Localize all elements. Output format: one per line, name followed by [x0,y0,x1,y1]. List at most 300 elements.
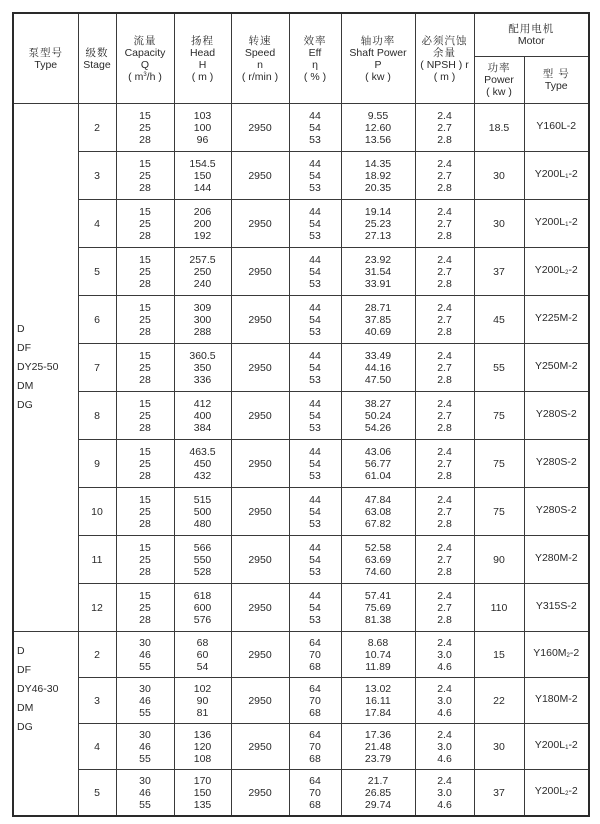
motor-type-cell: Y280S-2 [524,488,589,536]
head-cell-value: 566 [193,541,212,554]
capacity-cell [116,440,174,488]
speed-cell: 2950 [231,724,289,770]
npsh-cell-value: 2.4 [437,301,452,314]
shaft-power-cell-value: 57.41 [364,589,392,602]
speed-cell: 2950 [231,104,289,152]
pump-type-name: DY46-30 [17,683,59,695]
shaft-power-cell-value: 33.91 [364,277,392,290]
npsh-cell-value: 2.8 [437,517,452,530]
pump-type-name: DG [17,399,33,411]
capacity-cell-value: 28 [139,277,151,290]
shaft-power-cell-value: 29.74 [364,798,392,811]
head-cell [174,536,231,584]
motor-type-cell: Y280M-2 [524,536,589,584]
speed-cell: 2950 [231,296,289,344]
capacity-cell-value: 25 [139,409,151,422]
head-cell-value: 136 [193,728,212,741]
eff-cell [289,678,341,724]
eff-cell-value: 53 [309,613,321,626]
eff-cell [289,248,341,296]
capacity-cell-value: 15 [139,445,151,458]
head-cell-value: 206 [193,205,212,218]
head-cell [174,152,231,200]
head-cell-value: 550 [193,553,212,566]
npsh-cell-value: 2.4 [437,397,452,410]
capacity-cell [116,632,174,678]
capacity-cell-value: 25 [139,505,151,518]
head-cell-value: 96 [196,133,209,146]
npsh-cell-value: 2.4 [437,589,452,602]
capacity-cell-value: 28 [139,613,151,626]
stage-cell: 10 [78,488,116,536]
npsh-cell [415,296,474,344]
npsh-cell-value: 2.7 [437,265,452,278]
capacity-cell [116,248,174,296]
head-cell [174,296,231,344]
capacity-cell-value: 25 [139,553,151,566]
shaft-power-cell-value: 63.69 [364,553,392,566]
head-cell [174,248,231,296]
head-cell [174,678,231,724]
eff-cell-value: 54 [309,553,321,566]
shaft-power-cell-value: 13.56 [364,133,392,146]
shaft-power-cell [341,724,415,770]
head-cell-value: 463.5 [189,445,216,458]
stage-cell: 11 [78,536,116,584]
capacity-cell-value: 28 [139,565,151,578]
eff-cell-value: 44 [309,397,321,410]
capacity-cell-value: 15 [139,205,151,218]
shaft-power-cell-value: 63.08 [364,505,392,518]
shaft-power-cell-value: 25.23 [364,217,392,230]
capacity-cell [116,488,174,536]
eff-cell-value: 70 [309,786,321,799]
eff-cell-value: 53 [309,373,321,386]
stage-cell: 8 [78,392,116,440]
eff-cell [289,584,341,632]
motor-type-cell: Y250M-2 [524,344,589,392]
motor-type-cell: $Y200L_2-2$ [524,770,589,817]
head-cell-value: 618 [193,589,212,602]
shaft-power-cell [341,152,415,200]
capacity-cell-value: 15 [139,541,151,554]
head-cell-value: 432 [193,469,212,482]
capacity-cell-value: 55 [139,706,151,719]
eff-cell-value: 44 [309,493,321,506]
table-row [13,678,589,724]
head-cell-value: 600 [193,601,212,614]
head-cell-value: 100 [193,121,212,134]
motor-power-cell: 75 [474,440,524,488]
capacity-cell-value: 28 [139,181,151,194]
shaft-power-cell [341,296,415,344]
capacity-cell-value: 28 [139,373,151,386]
npsh-cell-value: 2.4 [437,774,452,787]
capacity-cell-value: 55 [139,660,151,673]
eff-cell-value: 53 [309,133,321,146]
table-row [13,488,589,536]
shaft-power-cell-value: 43.06 [364,445,392,458]
eff-cell-value: 54 [309,505,321,518]
capacity-cell-value: 15 [139,301,151,314]
header-motor: 配用电机 Motor [474,13,589,57]
table-row [13,584,589,632]
table-row [13,200,589,248]
npsh-cell-value: 2.7 [437,217,452,230]
head-cell-value: 300 [193,313,212,326]
npsh-cell [415,536,474,584]
eff-cell-value: 68 [309,798,321,811]
eff-cell [289,770,341,817]
pump-type-cell [13,104,78,632]
header-motor-type: 型 号 Type [524,57,589,104]
shaft-power-cell-value: 26.85 [364,786,392,799]
eff-cell-value: 54 [309,169,321,182]
shaft-power-cell-value: 10.74 [364,648,392,661]
npsh-cell-value: 2.8 [437,373,452,386]
capacity-cell-value: 15 [139,589,151,602]
shaft-power-cell [341,536,415,584]
head-cell-value: 81 [196,706,209,719]
npsh-cell-value: 4.6 [437,798,452,811]
header-motor-power: 功率 Power ( kw ) [474,57,524,104]
header-type: 泵型号 Type [13,13,78,104]
head-cell-value: 170 [193,774,212,787]
eff-cell-value: 44 [309,589,321,602]
eff-cell [289,392,341,440]
head-cell-value: 54 [196,660,209,673]
head-cell-value: 135 [193,798,212,811]
head-cell-value: 480 [193,517,212,530]
npsh-cell [415,392,474,440]
eff-cell-value: 64 [309,774,321,787]
eff-cell [289,200,341,248]
capacity-cell [116,770,174,817]
motor-type-cell: Y315S-2 [524,584,589,632]
head-cell-value: 528 [193,565,212,578]
eff-cell-value: 54 [309,361,321,374]
npsh-cell-value: 2.8 [437,133,452,146]
header-eff: 效率 Eff η ( % ) [289,13,341,104]
head-cell-value: 336 [193,373,212,386]
eff-cell [289,536,341,584]
eff-cell-value: 44 [309,301,321,314]
speed-cell: 2950 [231,770,289,817]
eff-cell-value: 54 [309,265,321,278]
shaft-power-cell [341,440,415,488]
stage-cell: 9 [78,440,116,488]
header-head: 扬程 Head H ( m ) [174,13,231,104]
shaft-power-cell-value: 81.38 [364,613,392,626]
head-cell [174,392,231,440]
capacity-cell-value: 28 [139,325,151,338]
npsh-cell-value: 3.0 [437,740,452,753]
capacity-cell-value: 25 [139,217,151,230]
capacity-cell-value: 15 [139,157,151,170]
capacity-cell-value: 15 [139,349,151,362]
table-row [13,724,589,770]
speed-cell: 2950 [231,440,289,488]
eff-cell-value: 44 [309,541,321,554]
npsh-cell-value: 4.6 [437,706,452,719]
capacity-cell-value: 28 [139,517,151,530]
table-row [13,152,589,200]
capacity-cell [116,678,174,724]
eff-cell-value: 54 [309,409,321,422]
npsh-cell-value: 2.8 [437,325,452,338]
head-cell-value: 257.5 [189,253,216,266]
motor-power-cell: 18.5 [474,104,524,152]
npsh-cell-value: 2.8 [437,421,452,434]
speed-cell: 2950 [231,344,289,392]
pump-type-name: D [17,323,25,335]
motor-power-cell: 30 [474,724,524,770]
head-cell-value: 108 [193,752,212,765]
shaft-power-cell-value: 50.24 [364,409,392,422]
motor-power-cell: 30 [474,200,524,248]
npsh-cell [415,488,474,536]
table-row [13,344,589,392]
head-cell [174,488,231,536]
eff-cell-value: 64 [309,728,321,741]
capacity-cell-value: 28 [139,469,151,482]
npsh-cell-value: 2.4 [437,109,452,122]
npsh-cell-value: 2.4 [437,349,452,362]
eff-cell [289,724,341,770]
npsh-cell [415,344,474,392]
npsh-cell [415,724,474,770]
head-cell-value: 144 [193,181,212,194]
shaft-power-cell-value: 47.84 [364,493,392,506]
head-cell-value: 102 [193,682,212,695]
eff-cell-value: 64 [309,682,321,695]
shaft-power-cell-value: 38.27 [364,397,392,410]
shaft-power-cell-value: 9.55 [367,109,389,122]
pump-type-name: DF [17,664,31,676]
capacity-cell-value: 28 [139,421,151,434]
motor-power-cell: 90 [474,536,524,584]
npsh-cell-value: 2.4 [437,445,452,458]
shaft-power-cell [341,632,415,678]
head-cell-value: 150 [193,786,212,799]
npsh-cell-value: 3.0 [437,648,452,661]
motor-type-cell: $Y200L_1-2$ [524,724,589,770]
capacity-cell-value: 25 [139,601,151,614]
capacity-cell-value: 15 [139,109,151,122]
speed-cell: 2950 [231,248,289,296]
table-row [13,536,589,584]
motor-power-cell: 22 [474,678,524,724]
head-cell-value: 68 [196,636,209,649]
stage-cell: 5 [78,248,116,296]
head-cell-value: 412 [193,397,212,410]
speed-cell: 2950 [231,200,289,248]
capacity-cell-value: 25 [139,169,151,182]
motor-type-cell: Y180M-2 [524,678,589,724]
shaft-power-cell [341,104,415,152]
eff-cell-value: 53 [309,565,321,578]
shaft-power-cell-value: 75.69 [364,601,392,614]
speed-cell: 2950 [231,536,289,584]
capacity-cell-value: 25 [139,361,151,374]
motor-power-cell: 45 [474,296,524,344]
npsh-cell-value: 2.4 [437,253,452,266]
shaft-power-cell-value: 40.69 [364,325,392,338]
capacity-cell-value: 30 [139,682,151,695]
head-cell [174,584,231,632]
npsh-cell-value: 3.0 [437,694,452,707]
npsh-cell-value: 2.7 [437,313,452,326]
shaft-power-cell [341,392,415,440]
npsh-cell [415,632,474,678]
capacity-cell-value: 30 [139,728,151,741]
npsh-cell-value: 2.4 [437,728,452,741]
npsh-cell-value: 2.4 [437,205,452,218]
npsh-cell-value: 2.4 [437,541,452,554]
header-speed: 转速 Speed n ( r/min ) [231,13,289,104]
eff-cell-value: 54 [309,313,321,326]
npsh-cell-value: 2.7 [437,601,452,614]
shaft-power-cell-value: 31.54 [364,265,392,278]
capacity-cell-value: 28 [139,133,151,146]
eff-cell-value: 44 [309,109,321,122]
shaft-power-cell [341,678,415,724]
pump-type-name: DG [17,721,33,733]
motor-type-cell: Y225M-2 [524,296,589,344]
motor-type-cell: Y280S-2 [524,440,589,488]
head-cell-value: 360.5 [189,349,216,362]
capacity-cell-value: 28 [139,229,151,242]
head-cell [174,632,231,678]
head-cell-value: 500 [193,505,212,518]
npsh-cell [415,104,474,152]
capacity-cell-value: 30 [139,774,151,787]
shaft-power-cell-value: 8.68 [367,636,389,649]
motor-type-cell: $Y200L_1-2$ [524,152,589,200]
shaft-power-cell-value: 11.89 [365,660,391,673]
eff-cell-value: 44 [309,445,321,458]
motor-type-cell: $Y200L_2-2$ [524,248,589,296]
shaft-power-cell-value: 13.02 [364,682,392,695]
capacity-cell-value: 46 [139,786,151,799]
eff-cell-value: 64 [309,636,321,649]
eff-cell [289,104,341,152]
capacity-cell-value: 25 [139,121,151,134]
stage-cell: 4 [78,200,116,248]
head-cell-value: 90 [196,694,209,707]
shaft-power-cell-value: 20.35 [364,181,392,194]
header-stage: 级数 Stage [78,13,116,104]
eff-cell-value: 54 [309,217,321,230]
shaft-power-cell-value: 33.49 [364,349,392,362]
eff-cell-value: 44 [309,253,321,266]
stage-cell: 4 [78,724,116,770]
motor-power-cell: 75 [474,392,524,440]
motor-power-cell: 55 [474,344,524,392]
eff-cell-value: 54 [309,457,321,470]
stage-cell: 3 [78,152,116,200]
motor-power-cell: 15 [474,632,524,678]
motor-type-cell: $Y200L_1-2$ [524,200,589,248]
npsh-cell-value: 2.8 [437,277,452,290]
shaft-power-cell-value: 28.71 [364,301,392,314]
head-cell-value: 154.5 [189,157,216,170]
head-cell-value: 200 [193,217,212,230]
head-cell-value: 250 [193,265,212,278]
pump-type-name: DF [17,342,31,354]
capacity-cell-value: 25 [139,313,151,326]
shaft-power-cell-value: 21.48 [364,740,392,753]
head-cell-value: 150 [193,169,212,182]
npsh-cell-value: 2.7 [437,505,452,518]
head-cell-value: 350 [193,361,212,374]
capacity-cell [116,152,174,200]
table-row [13,440,589,488]
pump-type-cell [13,632,78,817]
stage-cell: 3 [78,678,116,724]
npsh-cell [415,200,474,248]
speed-cell: 2950 [231,678,289,724]
shaft-power-cell-value: 47.50 [364,373,392,386]
eff-cell-value: 70 [309,740,321,753]
capacity-unit: ( $m^3/h$ ) [128,70,162,83]
npsh-cell-value: 2.4 [437,682,452,695]
head-cell-value: 240 [193,277,212,290]
header-npsh: 必须汽蚀 余量 ( NPSH ) r ( m ) [415,13,474,104]
npsh-cell [415,678,474,724]
head-cell-value: 288 [193,325,212,338]
shaft-power-cell-value: 56.77 [364,457,392,470]
capacity-cell [116,536,174,584]
eff-cell-value: 53 [309,277,321,290]
npsh-cell-value: 2.7 [437,121,452,134]
eff-cell-value: 53 [309,517,321,530]
shaft-power-cell-value: 44.16 [364,361,392,374]
npsh-cell [415,248,474,296]
shaft-power-cell [341,770,415,817]
capacity-cell-value: 15 [139,397,151,410]
speed-cell: 2950 [231,152,289,200]
speed-cell: 2950 [231,584,289,632]
npsh-cell-value: 2.4 [437,636,452,649]
capacity-cell [116,584,174,632]
speed-cell: 2950 [231,632,289,678]
npsh-cell-value: 2.7 [437,169,452,182]
head-cell [174,200,231,248]
npsh-cell [415,584,474,632]
shaft-power-cell-value: 19.14 [364,205,392,218]
capacity-cell-value: 25 [139,457,151,470]
npsh-cell-value: 2.4 [437,157,452,170]
motor-power-cell: 30 [474,152,524,200]
table-row [13,248,589,296]
speed-cell: 2950 [231,488,289,536]
shaft-power-cell-value: 17.84 [364,706,392,719]
head-cell-value: 192 [193,229,212,242]
stage-cell: 2 [78,104,116,152]
capacity-cell-value: 46 [139,648,151,661]
shaft-power-cell-value: 23.92 [364,253,392,266]
capacity-cell-value: 55 [139,752,151,765]
shaft-power-cell [341,344,415,392]
shaft-power-cell-value: 12.60 [364,121,392,134]
npsh-cell [415,770,474,817]
eff-cell [289,296,341,344]
head-cell [174,770,231,817]
capacity-cell [116,392,174,440]
eff-cell-value: 70 [309,648,321,661]
motor-type-cell: $Y160M_2-2$ [524,632,589,678]
